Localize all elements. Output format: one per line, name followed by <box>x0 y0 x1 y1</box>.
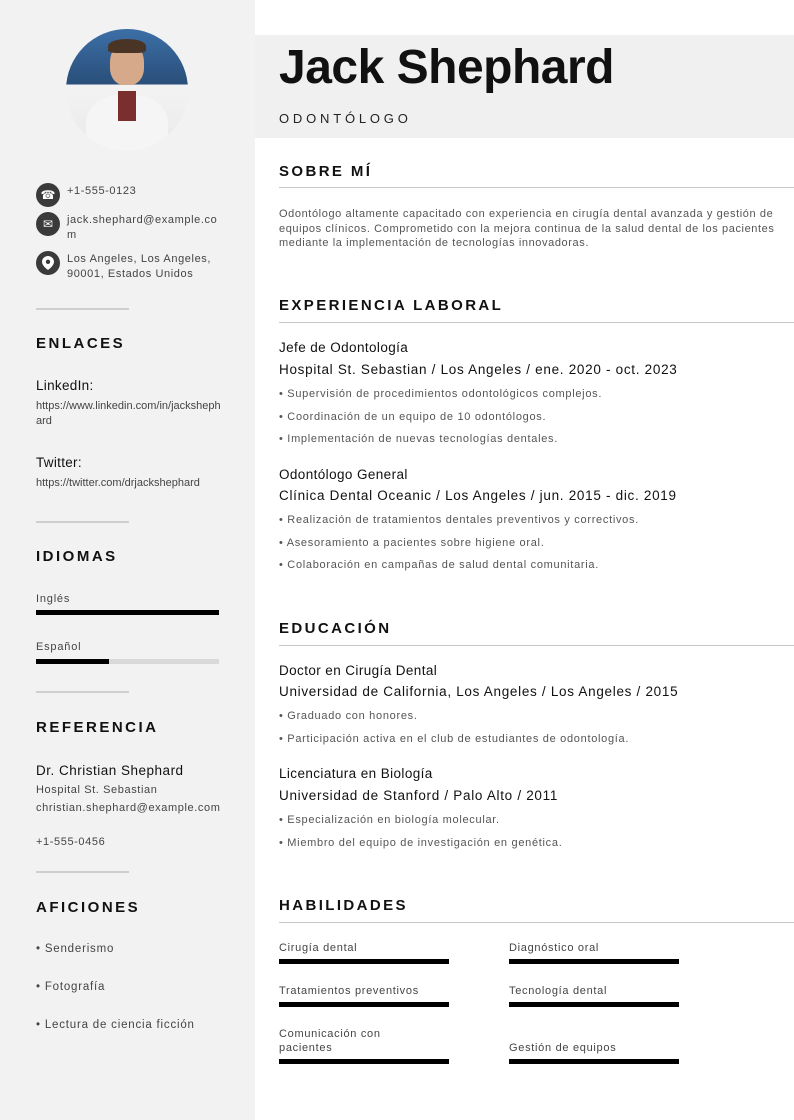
job-role: Jefe de Odontología <box>279 340 409 355</box>
education-bullet: • Especialización en biología molecular. <box>279 814 500 826</box>
language-name: Inglés <box>36 593 71 605</box>
linkedin-link[interactable]: https://www.linkedin.com/in/jackshephard <box>36 400 221 427</box>
hobby-item: • Senderismo <box>36 943 115 955</box>
contact-phone <box>36 183 226 207</box>
section-rule <box>279 187 794 188</box>
hobby-item: • Fotografía <box>36 981 106 993</box>
education-degree: Licenciatura en Biología <box>279 766 433 781</box>
skills-title: HABILIDADES <box>279 897 408 914</box>
reference-email: christian.shephard@example.com <box>36 802 221 814</box>
reference-phone: +1-555-0456 <box>36 836 106 848</box>
linkedin-label: LinkedIn: <box>36 378 94 393</box>
job-organization: Hospital St. Sebastian / Los Angeles / ene. 2020 - oct. 2023 <box>279 362 678 377</box>
skill-level-bar <box>509 1059 679 1064</box>
section-rule <box>279 645 794 646</box>
contact-email-text: jack.shephard@example.com <box>67 214 218 241</box>
job-organization: Clínica Dental Oceanic / Los Angeles / jun. 2015 - dic. 2019 <box>279 488 677 503</box>
skill-level-bar <box>279 959 449 964</box>
skill-level-bar <box>279 1002 449 1007</box>
job-bullet: • Implementación de nuevas tecnologías dentales. <box>279 433 558 445</box>
education-organization: Universidad de Stanford / Palo Alto / 2011 <box>279 788 559 803</box>
skill-name: Gestión de equipos <box>509 1042 617 1054</box>
languages-title: IDIOMAS <box>36 548 118 565</box>
language-name: Español <box>36 641 82 653</box>
section-rule <box>279 322 794 323</box>
job-bullet: • Supervisión de procedimientos odontológicos complejos. <box>279 388 603 400</box>
skill-name: Tratamientos preventivos <box>279 985 419 997</box>
job-title: ODONTÓLOGO <box>279 111 412 126</box>
skill-level-bar <box>509 1002 679 1007</box>
sidebar-divider <box>36 871 129 873</box>
job-bullet: • Realización de tratamientos dentales preventivos y correctivos. <box>279 514 639 526</box>
job-bullet: • Asesoramiento a pacientes sobre higiene oral. <box>279 537 545 549</box>
hobby-item: • Lectura de ciencia ficción <box>36 1019 195 1031</box>
reference-company: Hospital St. Sebastian <box>36 784 158 796</box>
contact-email <box>36 212 226 243</box>
skill-level-bar <box>279 1059 449 1064</box>
education-bullet: • Participación activa en el club de estudiantes de odontología. <box>279 733 630 745</box>
job-bullet: • Coordinación de un equipo de 10 odontólogos. <box>279 411 547 423</box>
location-pin-icon <box>36 251 60 275</box>
education-bullet: • Graduado con honores. <box>279 710 418 722</box>
sidebar-divider <box>36 308 129 310</box>
skill-name: Diagnóstico oral <box>509 942 600 954</box>
education-organization: Universidad de California, Los Angeles / Los Angeles / 2015 <box>279 684 679 699</box>
skill-level-bar <box>509 959 679 964</box>
skill-name: Cirugía dental <box>279 942 358 954</box>
email-icon: ✉ <box>36 212 60 236</box>
education-bullet: • Miembro del equipo de investigación en genética. <box>279 837 563 849</box>
contact-phone-text: +1-555-0123 <box>67 185 137 197</box>
skill-name: Tecnología dental <box>509 985 608 997</box>
contact-address-text: Los Angeles, Los Angeles, 90001, Estados Unidos <box>67 253 212 280</box>
education-degree: Doctor en Cirugía Dental <box>279 663 438 678</box>
section-rule <box>279 922 794 923</box>
sidebar-divider <box>36 691 129 693</box>
language-level-bar <box>36 610 219 615</box>
profile-photo <box>66 29 188 151</box>
language-level-bar <box>36 659 219 664</box>
contact-address <box>36 251 226 282</box>
about-text: Odontólogo altamente capacitado con experiencia en cirugía dental avanzada y gestión de equipos clínicos. Comprometido con la mejora continua de la salud dental de los pacientes mediante la implementación de tecnologías innovadoras. <box>279 208 775 249</box>
reference-name: Dr. Christian Shephard <box>36 763 184 778</box>
twitter-link[interactable]: https://twitter.com/drjackshephard <box>36 477 200 489</box>
twitter-label: Twitter: <box>36 455 82 470</box>
links-title: ENLACES <box>36 335 126 352</box>
sidebar-divider <box>36 521 129 523</box>
education-title: EDUCACIÓN <box>279 620 392 637</box>
skill-name: Comunicación con pacientes <box>279 1028 381 1054</box>
about-title: SOBRE MÍ <box>279 163 373 180</box>
reference-title: REFERENCIA <box>36 719 159 736</box>
job-role: Odontólogo General <box>279 467 408 482</box>
experience-title: EXPERIENCIA LABORAL <box>279 297 504 314</box>
job-bullet: • Colaboración en campañas de salud dental comunitaria. <box>279 559 599 571</box>
phone-icon: ☎ <box>36 183 60 207</box>
hobbies-title: AFICIONES <box>36 899 141 916</box>
full-name: Jack Shephard <box>279 41 614 94</box>
